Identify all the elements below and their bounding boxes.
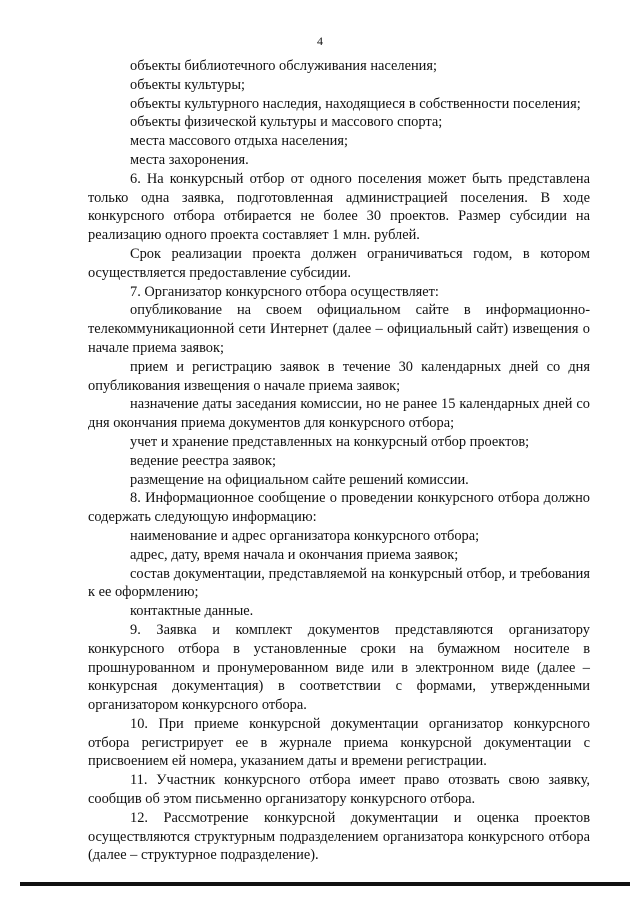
paragraph: учет и хранение представленных на конкурсный отбор проектов; xyxy=(130,433,530,450)
document-body xyxy=(88,57,590,865)
paragraph: состав документации, представляемой на конкурсный отбор, и требования к ее оформлению; xyxy=(88,565,590,601)
page-number: 4 xyxy=(317,34,323,48)
paragraph: 7. Организатор конкурсного отбора осуществляет: xyxy=(130,283,439,300)
paragraph: прием и регистрацию заявок в течение 30 календарных дней со дня опубликования извещения о начале приема заявок; xyxy=(88,358,590,394)
paragraph: контактные данные. xyxy=(130,603,254,620)
paragraph: назначение даты заседания комиссии, но не ранее 15 календарных дней со дня окончания приема документов для конкурсного отбора; xyxy=(88,396,590,432)
paragraph: объекты физической культуры и массового спорта; xyxy=(130,114,443,131)
paragraph: места массового отдыха населения; xyxy=(130,133,348,150)
paragraph: места захоронения. xyxy=(130,151,249,168)
paragraph: 9. Заявка и комплект документов представляются организатору конкурсного отбора в установленные сроки на бумажном носителе в прошнурованном и пронумерованном виде или в электронном виде (далее – конкурсная документация) в соответствии с формами, утвержденными организатором конкурсного отбора. xyxy=(88,621,590,714)
paragraph: адрес, дату, время начала и окончания приема заявок; xyxy=(130,546,459,563)
paragraph: 10. При приеме конкурсной документации организатор конкурсного отбора регистрирует ее в журнале приема конкурсной документации с присвоением ей номера, указанием даты и времени регистрации. xyxy=(88,715,590,770)
paragraph: ведение реестра заявок; xyxy=(130,452,276,469)
paragraph: 11. Участник конкурсного отбора имеет право отозвать свою заявку, сообщив об этом письменно организатору конкурсного отбора. xyxy=(88,772,590,808)
paragraph: 6. На конкурсный отбор от одного поселения может быть представлена только одна заявка, подготовленная администрацией поселения. В ходе конкурсного отбора отбирается не более 30 проектов. Размер субсидии на реализацию одного проекта составляет 1 млн. рублей. xyxy=(88,170,590,244)
bottom-border-line xyxy=(20,882,630,886)
paragraph: 8. Информационное сообщение о проведении конкурсного отбора должно содержать следующую информацию: xyxy=(88,490,590,526)
paragraph: 12. Рассмотрение конкурсной документации и оценка проектов осуществляются структурным подразделением организатора конкурсного отбора (далее – структурное подразделение). xyxy=(88,809,590,864)
paragraph: объекты культуры; xyxy=(130,76,246,93)
paragraph: объекты библиотечного обслуживания населения; xyxy=(130,58,437,74)
paragraph: наименование и адрес организатора конкурсного отбора; xyxy=(130,527,480,544)
paragraph: Срок реализации проекта должен ограничиваться годом, в котором осуществляется предоставление субсидии. xyxy=(88,245,590,281)
paragraph: объекты культурного наследия, находящиеся в собственности поселения; xyxy=(130,95,581,112)
paragraph: размещение на официальном сайте решений комиссии. xyxy=(130,471,469,488)
paragraph: опубликование на своем официальном сайте в информационно-телекоммуникационной сети Интернет (далее – официальный сайт) извещения о начале приема заявок; xyxy=(88,302,590,356)
